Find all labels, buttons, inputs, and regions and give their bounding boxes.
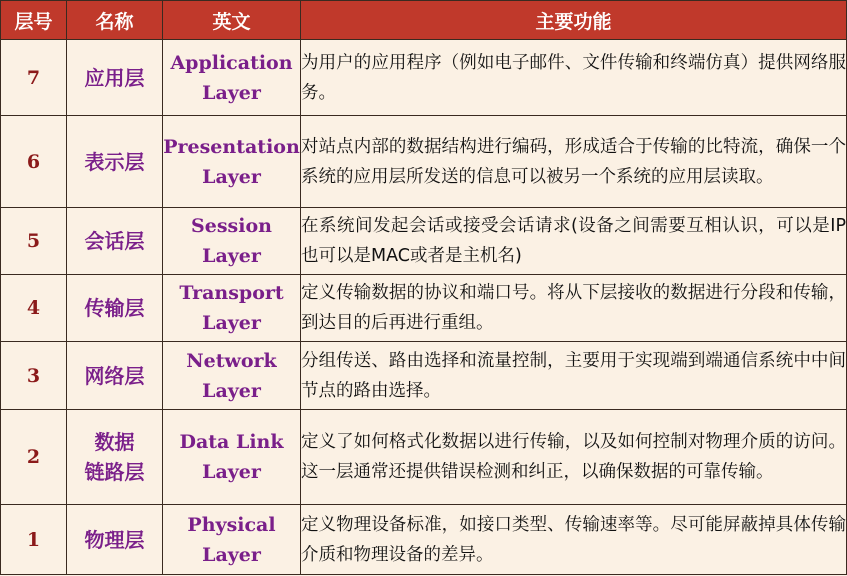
layer-function: 定义传输数据的协议和端口号。将从下层接收的数据进行分段和传输，到达目的后再进行重组。 (301, 275, 847, 342)
layer-english-line: Physical (187, 513, 276, 536)
layer-name (67, 342, 163, 410)
table-row (1, 275, 847, 342)
layer-function: 分组传送、路由选择和流量控制，主要用于实现端到端通信系统中中间节点的路由选择。 (301, 342, 847, 410)
layer-english-line: Data Link (179, 431, 284, 453)
layer-function: 为用户的应用程序（例如电子邮件、文件传输和终端仿真）提供网络服务。 (301, 40, 847, 116)
layer-name (67, 275, 163, 342)
layer-function: 定义物理设备标准，如接口类型、传输速率等。尽可能屏蔽掉具体传输介质和物理设备的差异。 (301, 505, 847, 575)
layer-name-line: 应用层 (84, 65, 145, 90)
header-english: 英文 (163, 1, 301, 40)
layer-function: 在系统间发起会话或接受会话请求(设备之间需要互相认识，可以是IP也可以是MAC或者是主机名) (301, 208, 847, 275)
layer-english-line: Layer (202, 245, 261, 267)
layer-english-line: Application (170, 51, 293, 74)
header-layer-no: 层号 (1, 1, 67, 40)
layer-english-line: Transport (179, 282, 284, 304)
table-row (1, 410, 847, 505)
layer-english-line: Layer (202, 312, 261, 334)
layer-name (67, 208, 163, 275)
layer-number: 2 (1, 410, 67, 505)
layer-name-line: 网络层 (84, 363, 145, 388)
layer-name (67, 116, 163, 208)
layer-english-line: Layer (202, 81, 261, 104)
table-row (1, 208, 847, 275)
header-function: 主要功能 (301, 1, 847, 40)
layer-name (67, 40, 163, 116)
layer-english (163, 410, 301, 505)
layer-english (163, 208, 301, 275)
table-row (1, 342, 847, 410)
layer-english-line: Layer (202, 461, 261, 483)
layer-name-line: 表示层 (84, 149, 145, 174)
layer-english-line: Network (186, 349, 277, 372)
layer-english (163, 40, 301, 116)
layer-number: 6 (1, 116, 67, 208)
layer-english-line: Layer (202, 379, 261, 402)
header-name: 名称 (67, 1, 163, 40)
layer-number: 1 (1, 505, 67, 575)
layer-english (163, 342, 301, 410)
layer-english-line: Session (191, 215, 272, 237)
layer-english (163, 505, 301, 575)
layer-function: 定义了如何格式化数据以进行传输，以及如何控制对物理介质的访问。这一层通常还提供错误检测和纠正，以确保数据的可靠传输。 (301, 410, 847, 505)
layer-english-line: Layer (202, 165, 261, 188)
layer-function: 对站点内部的数据结构进行编码，形成适合于传输的比特流，确保一个系统的应用层所发送的信息可以被另一个系统的应用层读取。 (301, 116, 847, 208)
layer-number: 5 (1, 208, 67, 275)
layer-name-line: 链路层 (84, 460, 145, 484)
layer-name-line: 传输层 (84, 296, 145, 320)
layer-number: 3 (1, 342, 67, 410)
layer-name-line: 数据 (94, 430, 135, 454)
layer-english (163, 275, 301, 342)
layer-number: 4 (1, 275, 67, 342)
layer-english-line: Layer (202, 543, 261, 566)
layer-english-line: Presentation (163, 135, 300, 158)
table-row (1, 505, 847, 575)
layer-name-line: 物理层 (84, 527, 145, 552)
layer-name (67, 410, 163, 505)
layer-number: 7 (1, 40, 67, 116)
header-row (1, 1, 847, 40)
layer-name (67, 505, 163, 575)
layer-english (163, 116, 301, 208)
table-row (1, 40, 847, 116)
layer-name-line: 会话层 (84, 229, 145, 253)
table-row (1, 116, 847, 208)
